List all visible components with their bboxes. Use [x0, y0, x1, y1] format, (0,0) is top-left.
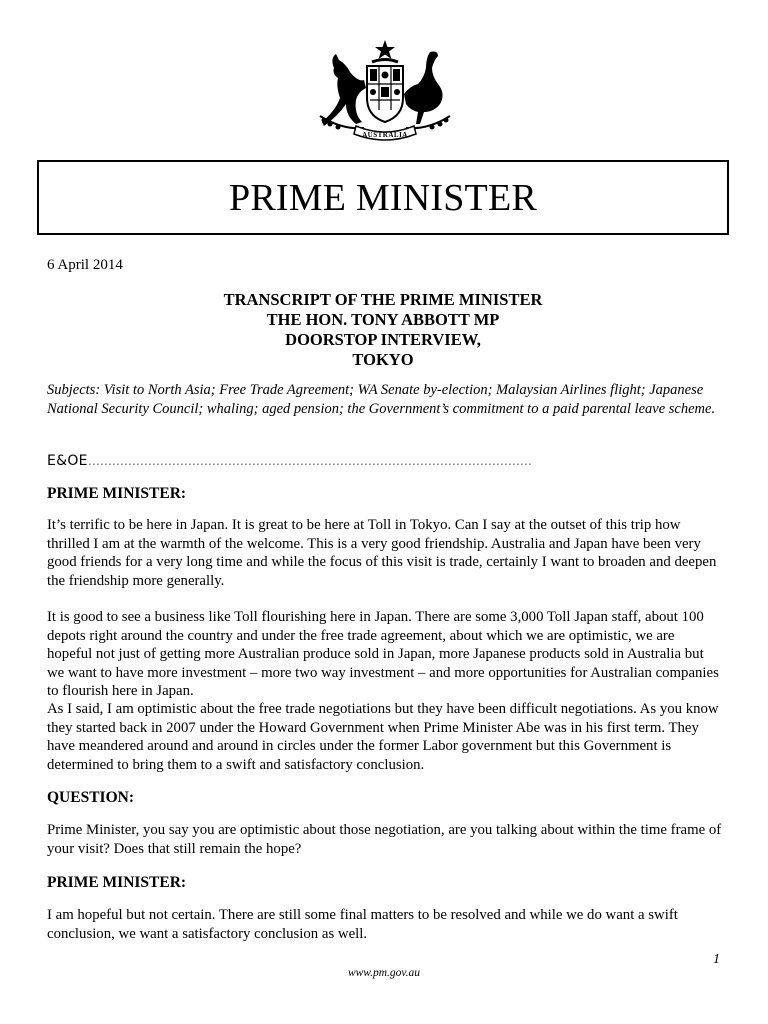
page-number: 1: [713, 952, 720, 967]
heading-line-1: TRANSCRIPT OF THE PRIME MINISTER: [223, 290, 543, 309]
heading-line-2: THE HON. TONY ABBOTT MP: [266, 310, 500, 329]
eoe-line: [47, 453, 532, 469]
coat-of-arms-logo: [312, 38, 458, 148]
eoe-dots: …………………………………………………………………………………………………: [87, 454, 532, 468]
heading-line-3: DOORSTOP INTERVIEW,: [285, 330, 481, 349]
document-date: 6 April 2014: [47, 257, 123, 273]
speaker-label: PRIME MINISTER:: [47, 485, 187, 502]
footer-url: www.pm.gov.au: [347, 967, 421, 979]
paragraph: It’s terrific to be here in Japan. It is great to be here at Toll in Tokyo. Can I say at the outset of this trip how thrilled I am at the warmth of the welcome. This is a very good friendship. Australia and Japan have been very good friends for a very long time and while the focus of this visit is trade, certainly I want to broaden and deepen the friendship more generally.: [47, 517, 717, 589]
crest-banner-text: AUSTRALIA: [362, 131, 408, 139]
transcript-heading: [47, 290, 719, 370]
title-box: [37, 160, 729, 235]
paragraph: I am hopeful but not certain. There are still some final matters to be resolved and while we do want a swift conclusion, we want a satisfactory conclusion as well.: [47, 907, 678, 942]
paragraph: It is good to see a business like Toll flourishing here in Japan. There are some 3,000 Toll Japan staff, about 100 depots right around the country and under the free trade agreement, about which we are optimistic, we are hopeful not just of getting more Australian produce sold in Japan, more Japanese products sold in Australia but we want to have more investment – more two way investment – and more opportunities for Australian companies to flourish here in Japan.: [47, 609, 719, 699]
eoe-label: E&OE: [47, 453, 88, 469]
paragraph: As I said, I am optimistic about the free trade negotiations but they have been difficult negotiations. As you know they started back in 2007 under the Howard Government when Prime Minister Abe was in his first term. They have meandered around and around in circles under the former Labor government but this Government is determined to bring them to a swift and satisfactory conclusion.: [47, 701, 719, 773]
speaker-label: QUESTION:: [47, 789, 134, 806]
page-title: PRIME MINISTER: [229, 176, 537, 219]
subjects-text: Subjects: Visit to North Asia; Free Trade Agreement; WA Senate by-election; Malaysian Airlines flight; Japanese National Security Council; whaling; aged pension; the Government’s commitment to a paid parental leave scheme.: [47, 382, 716, 417]
paragraph: Prime Minister, you say you are optimistic about those negotiation, are you talking about within the time frame of your visit? Does that still remain the hope?: [47, 822, 722, 857]
speaker-label: PRIME MINISTER:: [47, 874, 187, 891]
heading-line-4: TOKYO: [352, 350, 414, 369]
